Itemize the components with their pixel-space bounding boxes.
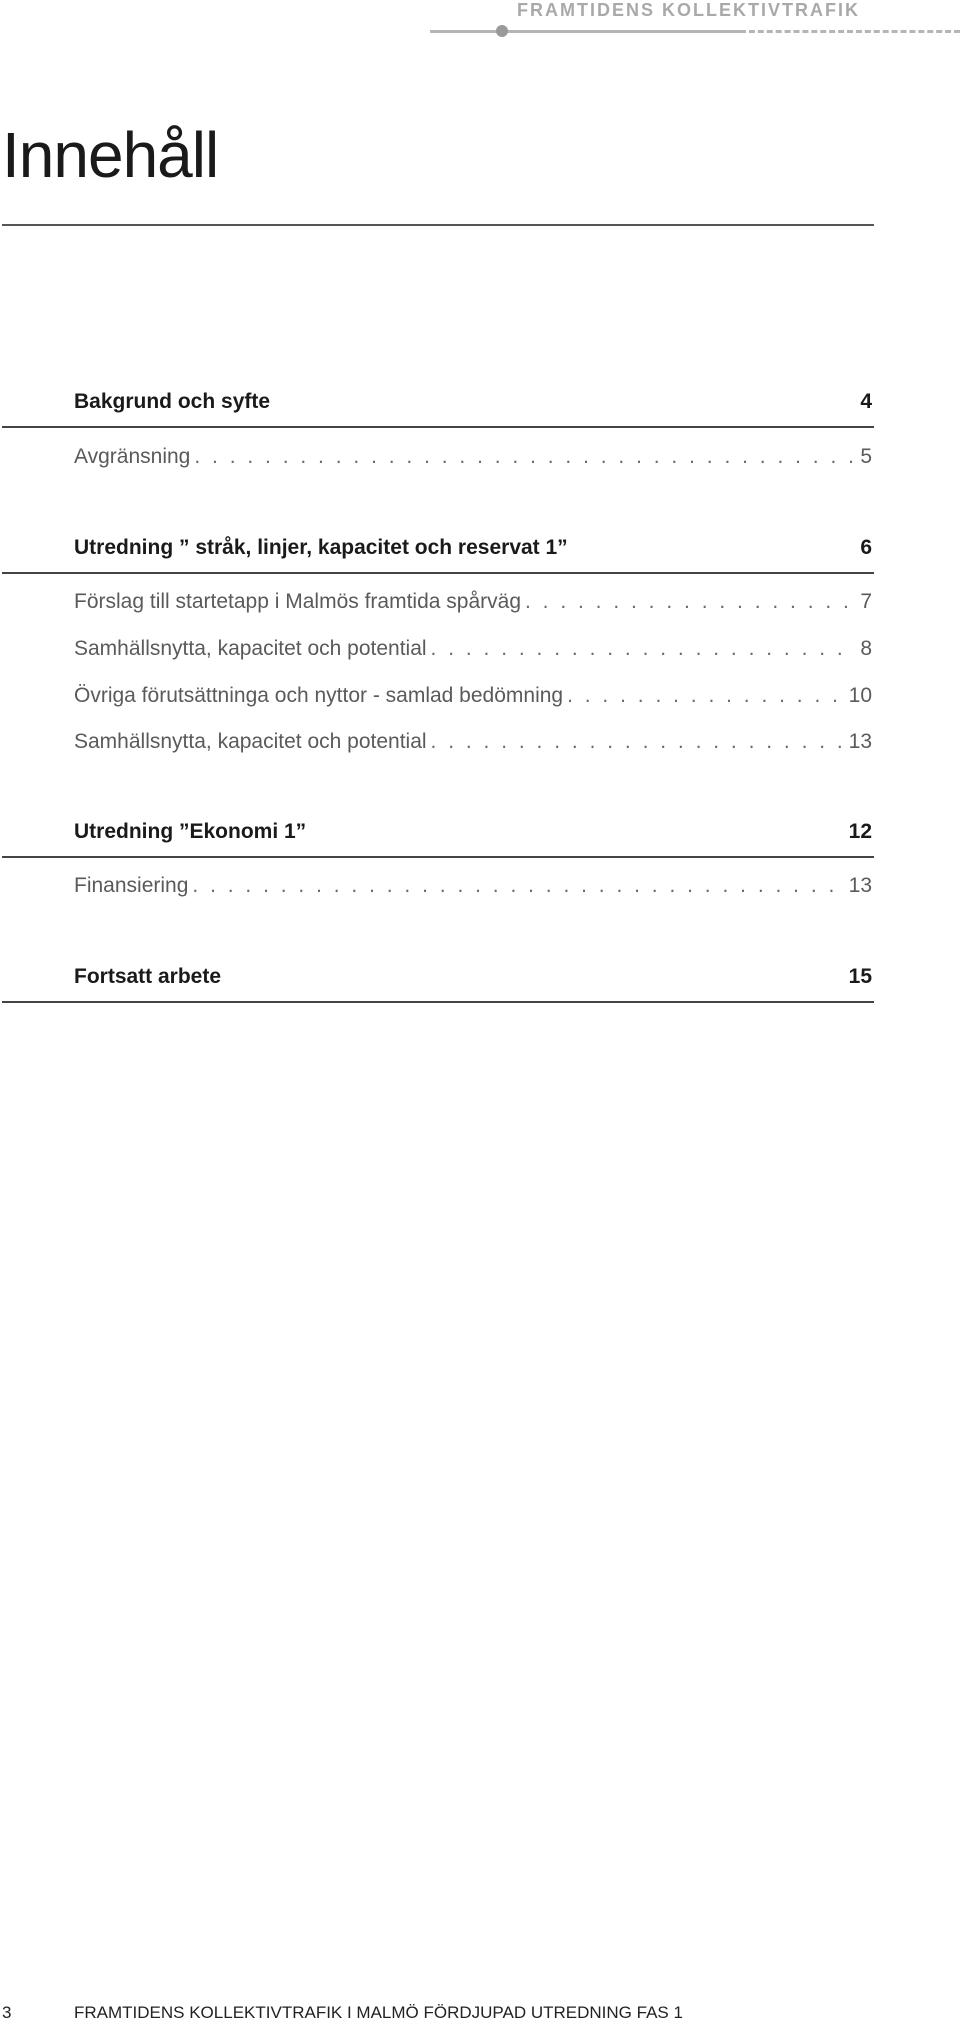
section-rule <box>2 1001 874 1003</box>
toc-entry-page: 13 <box>848 874 872 897</box>
toc-entry-label: Samhällsnytta, kapacitet och potential <box>74 637 427 660</box>
toc-section-title: Utredning ”Ekonomi 1” <box>74 820 307 843</box>
toc-entry-page: 8 <box>860 637 872 660</box>
toc-section-title: Fortsatt arbete <box>74 965 222 988</box>
header-dot-marker <box>496 25 508 37</box>
toc-entry-label: Övriga förutsättninga och nyttor - samlad bedömning <box>74 684 564 707</box>
toc-entry-page: 10 <box>848 684 872 707</box>
dot-leader <box>431 637 857 661</box>
toc-section-bakgrund[interactable] <box>74 390 872 414</box>
toc-section-page: 4 <box>860 390 872 413</box>
toc-section-title: Bakgrund och syfte <box>74 390 271 413</box>
header-brand: FRAMTIDENS KOLLEKTIVTRAFIK <box>517 0 860 20</box>
page-title: Innehåll <box>2 119 219 191</box>
toc-section-ekonomi[interactable] <box>74 820 872 844</box>
footer-running-title: FRAMTIDENS KOLLEKTIVTRAFIK I MALMÖ FÖRDJUPAD UTREDNING FAS 1 <box>74 2003 683 2022</box>
dot-leader <box>567 684 845 708</box>
toc-entry-finansiering[interactable] <box>74 874 872 898</box>
title-rule <box>2 224 874 226</box>
toc-entry-label: Avgränsning <box>74 445 191 468</box>
toc-section-utredning-strak[interactable] <box>74 536 872 560</box>
toc-entry-samhallsnytta-2[interactable] <box>74 730 872 754</box>
toc-entry-forslag[interactable] <box>74 590 872 614</box>
toc-section-page: 6 <box>860 536 872 559</box>
toc-section-fortsatt[interactable] <box>74 965 872 989</box>
toc-entry-label: Samhällsnytta, kapacitet och potential <box>74 730 427 753</box>
toc-entry-label: Förslag till startetapp i Malmös framtida spårväg <box>74 590 521 613</box>
toc-entry-page: 5 <box>860 445 872 468</box>
section-rule <box>2 856 874 858</box>
toc-entry-label: Finansiering <box>74 874 189 897</box>
section-rule <box>2 426 874 428</box>
dot-leader <box>431 730 845 754</box>
toc-section-page: 12 <box>848 820 872 843</box>
toc-section-title: Utredning ” stråk, linjer, kapacitet och reservat 1” <box>74 536 568 559</box>
toc-entry-ovriga[interactable] <box>74 684 872 708</box>
toc-entry-page: 13 <box>848 730 872 753</box>
header-dashed-rule <box>740 30 960 33</box>
toc-section-page: 15 <box>848 965 872 988</box>
section-rule <box>2 572 874 574</box>
dot-leader <box>192 874 844 898</box>
toc-entry-page: 7 <box>860 590 872 613</box>
footer-page-number: 3 <box>2 2003 12 2022</box>
toc-entry-samhallsnytta-1[interactable] <box>74 637 872 661</box>
toc-entry-avgransning[interactable] <box>74 445 872 469</box>
dot-leader <box>194 445 856 469</box>
dot-leader <box>525 590 856 614</box>
